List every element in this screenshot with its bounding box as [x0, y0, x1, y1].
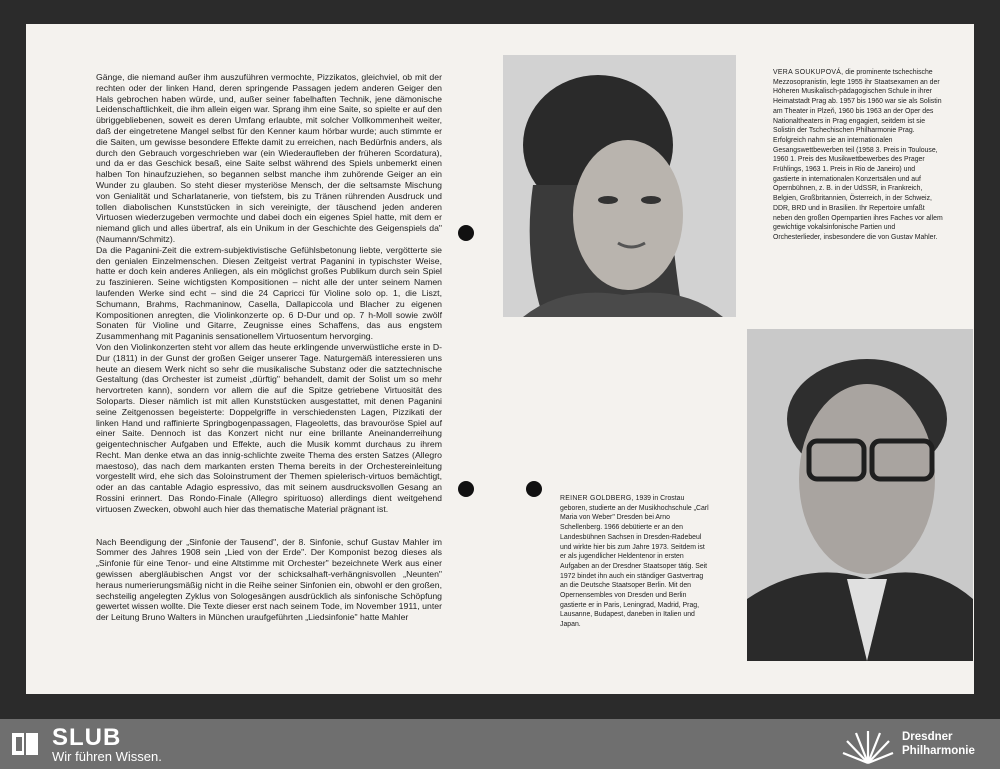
orchestra-name-line1: Dresdner — [902, 731, 953, 743]
article-text-column — [96, 72, 442, 623]
orchestra-name — [902, 730, 975, 758]
article-paragraph: Da die Paganini-Zeit die extrem-subjektivistische Gefühlsbetonung liebte, vergötterte sie den genialen Einzelmenschen. Diesen Zeitgeist vertrat Paganini in typischster Weise, hatte er doch kein anderes Anliegen, als ein möglichst großes Publikum durch sein Spiel zu faszinieren. Seine wichtigsten Kompositionen – nicht alle der unter seinem Namen laufenden Werke sind echt – sind die 24 Capricci für Violine solo op. 1, die Liszt, Schumann, Brahms, Rachmaninow, Casella, Dallapiccola und Blacher zu eigenen Kompositionen anregten, die Violinkonzerte op. 6 D-Dur und op. 7 h-Moll sowie zwölf Sonaten für Violine und Gitarre, Zeugnisse eines Schaffens, das aus engstem Zusammenhang mit Paganinis sensationellem Virtuosentum hervorging. — [96, 244, 442, 342]
portrait-photo-soukupova — [503, 55, 736, 317]
bio-name: VERA SOUKUPOVÁ, — [773, 69, 844, 76]
dresdner-philharmonie-logo-icon — [842, 723, 894, 765]
orchestra-name-line2: Philharmonie — [902, 745, 975, 757]
footer-bar — [0, 719, 1000, 769]
punch-hole — [526, 481, 542, 497]
punch-hole — [458, 481, 474, 497]
bio-text: die prominente tschechische Mezzosopranistin, legte 1955 ihr Staatsexamen an der Höheren Musikalisch-pädagogischen Schule in ihrer Heimatstadt Prag ab. 1957 bis 1960 war sie als Solistin am Theater in Plzeň, 1960 bis 1963 an der Oper des Nationaltheaters in Prag engagiert, seitdem ist sie Solistin der Tschechischen Philharmonie Prag. Erfolgreich nahm sie an internationalen Gesangswettbewerben teil (1958 3. Preis in Toulouse, 1960 1. Preis des Musikwettbewerbes des Prager Frühlings, 1963 1. Preis in Rio de Janeiro) und gastierte in internationalen Konzertsälen und auf Opernbühnen, z. B. in der UdSSR, in Frankreich, Belgien, Großbritannien, Österreich, in der Schweiz, DDR, BRD und in Brasilien. Ihr Repertoire umfaßt neben den großen Opernpartien ihres Faches vor allem gewichtige vokalsinfonische Partien und Orchesterlieder, insbesondere die von Gustav Mahler. — [773, 69, 943, 241]
portrait-photo-goldberg — [747, 329, 973, 661]
article-paragraph: Gänge, die niemand außer ihm auszuführen vermochte, Pizzikatos, gleichviel, ob mit der rechten oder der linken Hand, deren springende Passagen jedem anderen Geiger den Hals gebrochen haben würde, und, außer seiner fabelhaften Technik, jene dämonische Leidenschaftlichkeit, die ihm allein eigen war. Sprang ihm eine Saite, so spielte er auf den übriggebliebenen, soweit es deren Umfang erlaubte, mit solcher Vollkommenheit weiter, daß der eingetretene Mangel selbst für den Kenner kaum hörbar wurde; auch stimmte er die Saiten, um gewisse besondere Effekte damit zu erreichen, nach Bedürfnis anders, als durch den Gebrauch vorgeschrieben war (ein Wiederaufleben der früheren Scordatura), und da er das Geschick besaß, eine Saite selbst während des Spiels unbemerkt einen halben Ton hinaufzuziehen, so begannen selbst manche ihm zuhörende Geiger an ein Wunder zu glauben. So steht dieser mysteriöse Mensch, der die seltsamste Mischung von Genialität und Scharlatanerie, von tiefstem, bis zu Tränen rührenden Ausdruck und tollen diabolischen Kunststücken in sich vereinigte, der täuschend jeden anderen Virtuosen wiederzugeben vermochte und dabei doch ein eigenes Spiel hatte, mit dem er niemand glich und alles übertraf, als ein Unikum in der Geschichte des Geigenspiels da" (Naumann/Schmitz). — [96, 72, 442, 244]
library-tagline: Wir führen Wissen. — [52, 749, 162, 764]
bio-goldberg — [560, 494, 710, 630]
bio-name: REINER GOLDBERG, — [560, 495, 634, 502]
library-name: SLUB — [52, 724, 122, 751]
article-paragraph: Nach Beendigung der „Sinfonie der Tausend", der 8. Sinfonie, schuf Gustav Mahler im Sommer des Jahres 1908 sein „Lied von der Erde". Der Komponist bezog dieses als „Sinfonie für eine Tenor- und eine Altstimme mit Orchester" bezeichnete Werk aus einer gewissen abergläubischen Angst vor der schicksalhaft-verhängnisvollen „Neunten" heraus numerierungsmäßig nicht in die Reihe seiner Sinfonien ein, obwohl er den großen, sechsteilig angelegten Zyklus von Sologesängen ausdrücklich als sinfonische Schöpfung gewertet wissen wollte. Die Texte dieser erst nach seinem Tode, im November 1911, unter der Leitung Bruno Walters in München uraufgeführten „Liedsinfonie" hatte Mahler — [96, 536, 442, 623]
bio-soukupova — [773, 68, 943, 243]
bio-text: 1939 in Crostau geboren, studierte an der Musikhochschule „Carl Maria von Weber" Dresden bei Arno Schellenberg. 1966 debütierte er an den Landesbühnen Sachsen in Dresden-Radebeul und wirkte hier bis zum Jahre 1973. Seitdem ist er als jugendlicher Heldentenor in ersten Aufgaben an der Dresdner Staatsoper tätig. Seit 1972 bindet ihn auch ein ständiger Gastvertrag an die Deutsche Staatsoper Berlin. Mit den Opernensembles von Dresden und Berlin gastierte er in Paris, Leningrad, Madrid, Prag, Lausanne, Budapest, daneben in Italien und Japan. — [560, 495, 709, 629]
slub-logo-icon — [10, 729, 40, 759]
punch-hole — [458, 225, 474, 241]
article-paragraph: Von den Violinkonzerten steht vor allem das heute erklingende unverwüstliche erste in D-Dur (1811) in der Gunst der großen Geiger unserer Tage. Naturgemäß interessieren uns heute an diesem Werk nicht so sehr die musikalische Substanz oder die satztechnische Gestaltung (das Orchester ist zumeist „dürftig" behandelt, damit der Solist um so mehr hervortreten kann), sondern vor allem die auf die Spitze getriebene Virtuosität des Soloparts. Dieser nämlich ist mit allen Kunststücken ausgestattet, mit denen Paganini seine Zeitgenossen begeisterte: Doppelgriffe in verschiedensten Lagen, Pizzikati der linken Hand und raffinierte Springbogenpassagen, Flageoletts, das bravouröse Spiel auf einer Saite. Dennoch ist das Konzert nicht nur eine brillante Aneinanderreihung geigentechnischer Aufgaben und Effekte, auch die Musik kommt durchaus zu ihrem Recht. Man denke etwa an das innig-schlichte zweite Thema des ersten Satzes (Allegro maestoso), das nach dem markanten ersten Thema bereits in der Orchestereinleitung vorgestellt wird, ehe sich das Soloinstrument der Themen spielerisch-virtuos bemächtigt, oder an das cantable Adagio espressivo, das mit seinem ausdrucksvollen Gesang an Rossini erinnert. Das Rondo-Finale (Allegro spirituoso) allerdings dient weitgehend virtuosen Zwecken, obwohl auch hier das thematische Material prägnant ist. — [96, 341, 442, 514]
